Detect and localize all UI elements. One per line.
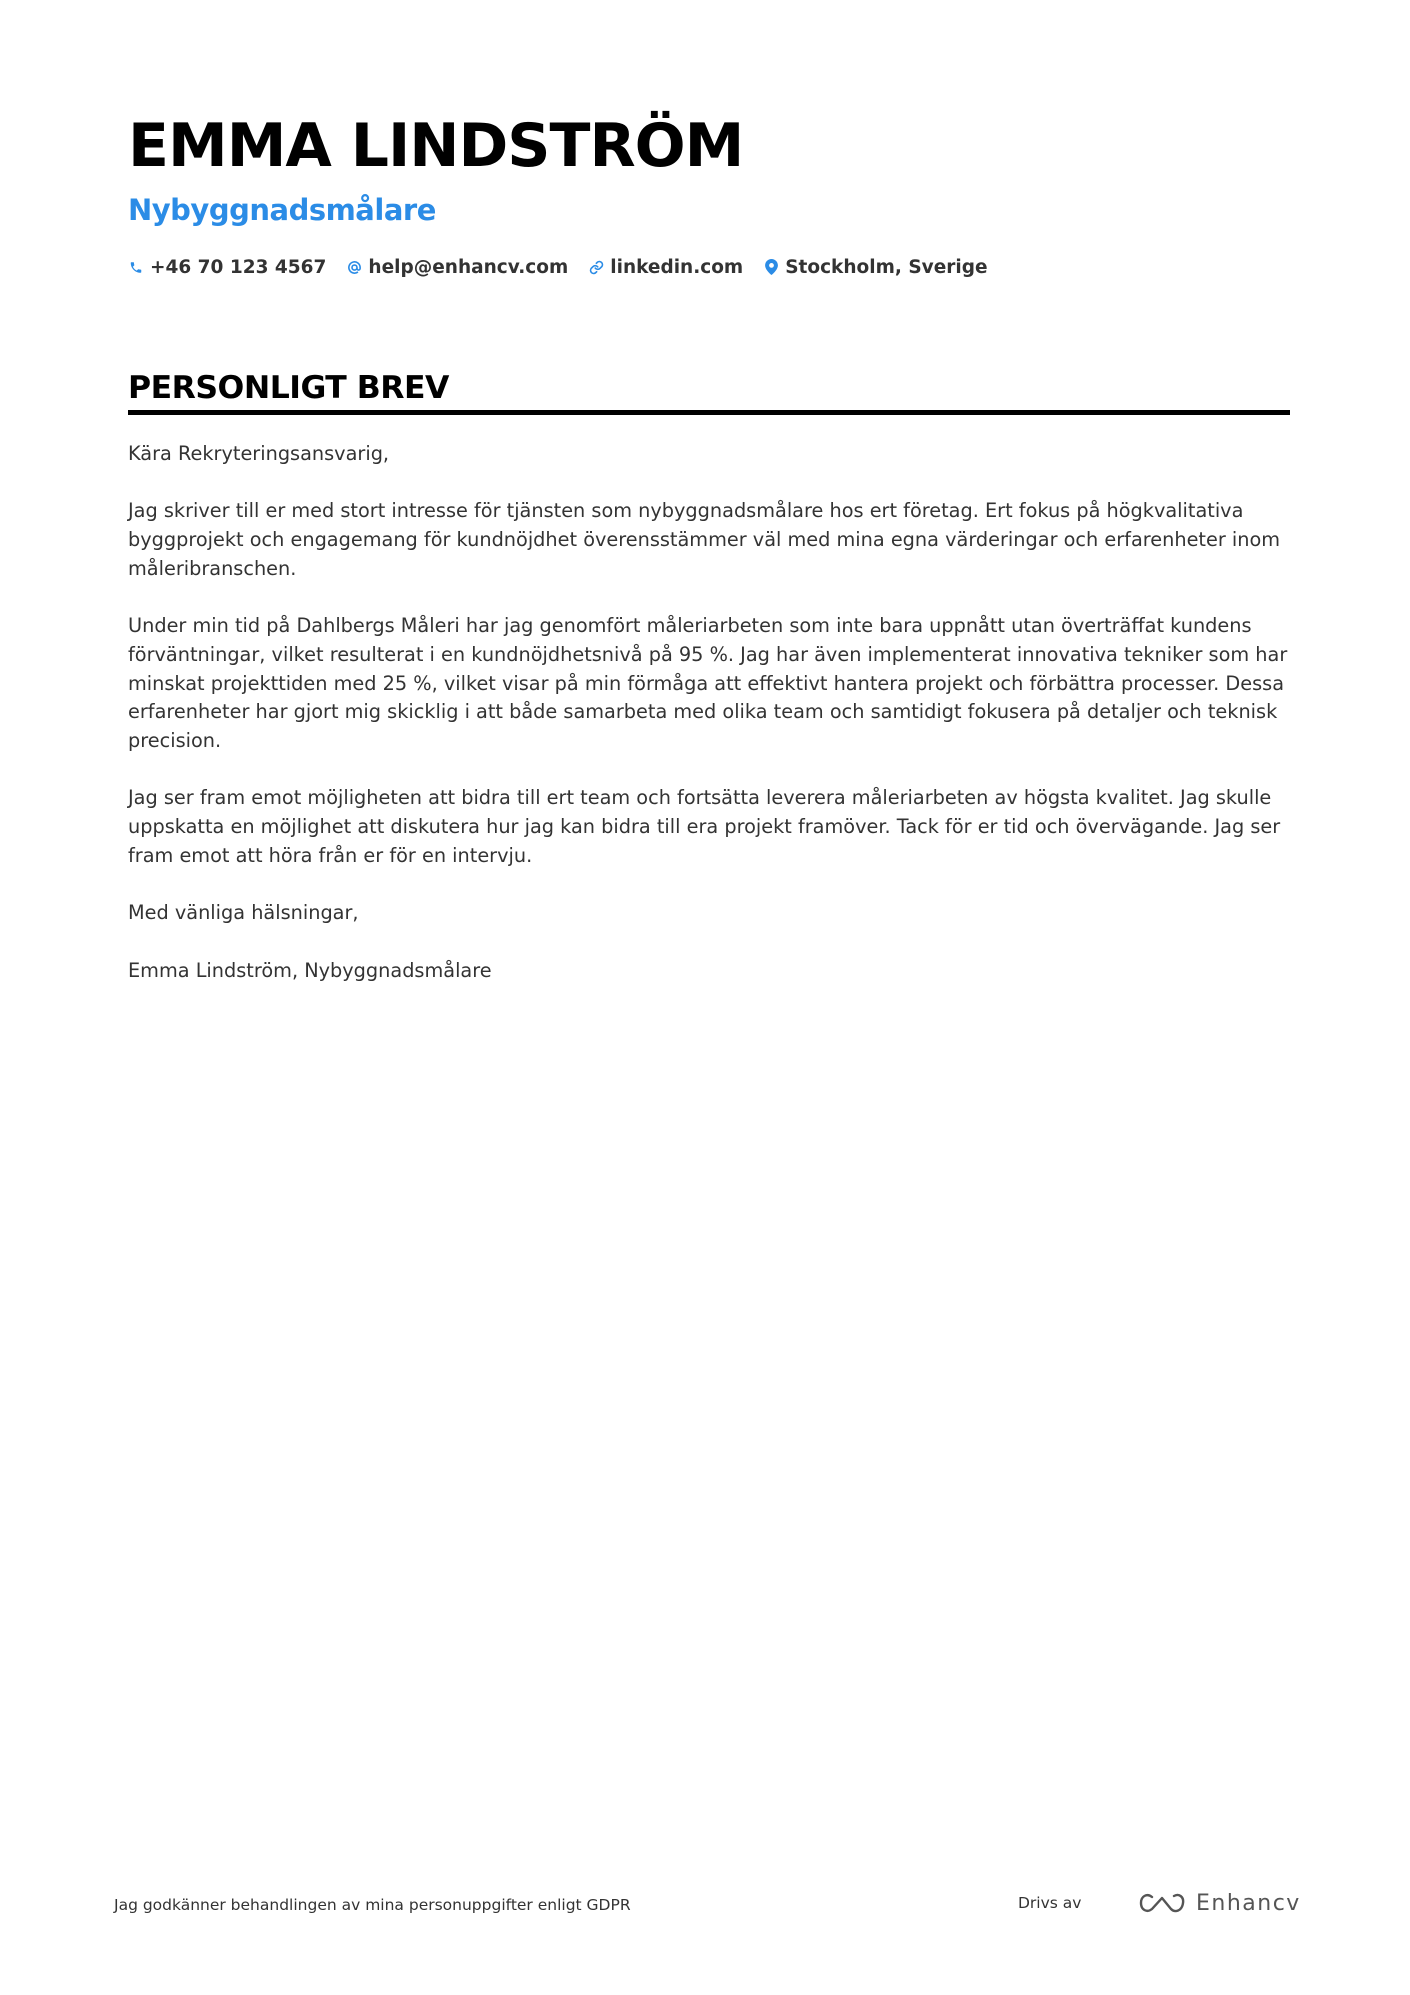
location-text: Stockholm, Sverige bbox=[785, 256, 988, 278]
letter-greeting: Kära Rekryteringsansvarig, bbox=[128, 442, 390, 465]
contact-phone bbox=[128, 257, 326, 278]
email-text[interactable]: help@enhancv.com bbox=[368, 256, 569, 278]
letter-body bbox=[128, 440, 1293, 1014]
letter-paragraph: Jag skriver till er med stort intresse för tjänsten som nybyggnadsmålare hos ert företag. Ert fokus på högkvalitativa byggprojekt och engagemang för kundnöjdhet överensstämmer väl med mina egna värderingar och erfarenheter inom måleribranschen. bbox=[128, 499, 1281, 580]
enhancv-brand-name: Enhancv bbox=[1196, 1890, 1301, 1916]
letter-closing: Med vänliga hälsningar, bbox=[128, 901, 359, 925]
location-pin-icon bbox=[763, 258, 779, 276]
gdpr-consent-note: Jag godkänner behandlingen av mina personuppgifter enligt GDPR bbox=[114, 1896, 631, 1914]
job-title: Nybyggnadsmålare bbox=[128, 193, 436, 227]
phone-icon bbox=[128, 258, 144, 276]
enhancv-logo-icon bbox=[1138, 1890, 1186, 1916]
section-divider bbox=[128, 410, 1290, 415]
candidate-name: EMMA LINDSTRÖM bbox=[128, 111, 744, 181]
letter-signature: Emma Lindström, Nybyggnadsmålare bbox=[128, 958, 492, 982]
letter-paragraph: Jag ser fram emot möjligheten att bidra till ert team och fortsätta leverera måleriarbeten av högsta kvalitet. Jag skulle uppskatta en möjlighet att diskutera hur jag kan bidra till era projekt framöver. Tack för er tid och övervägande. Jag ser fram emot att höra från er för en intervju. bbox=[128, 786, 1281, 867]
letter-paragraph: Under min tid på Dahlbergs Måleri har jag genomfört måleriarbeten som inte bara uppnått utan överträffat kundens förväntningar, vilket resulterat i en kundnöjdhetsnivå på 95 %. Jag har även implementerat innovativa tekniker som har minskat projekttiden med 25 %, vilket visar på min förmåga att effektivt hantera projekt och förbättra processer. Dessa erfarenheter har gjort mig skicklig i att både samarbeta med olika team och samtidigt fokusera på detaljer och teknisk precision. bbox=[128, 614, 1288, 752]
phone-text: +46 70 123 4567 bbox=[150, 256, 327, 278]
link-icon bbox=[588, 258, 604, 276]
linkedin-text[interactable]: linkedin.com bbox=[610, 256, 744, 278]
contact-bar bbox=[128, 252, 1008, 282]
enhancv-brand[interactable] bbox=[1138, 1887, 1301, 1919]
contact-linkedin[interactable] bbox=[588, 257, 743, 278]
at-icon bbox=[346, 258, 362, 276]
section-heading: PERSONLIGT BREV bbox=[128, 370, 449, 406]
contact-location bbox=[763, 257, 987, 278]
powered-by-label: Drivs av bbox=[1018, 1894, 1082, 1912]
contact-email[interactable] bbox=[346, 257, 568, 278]
